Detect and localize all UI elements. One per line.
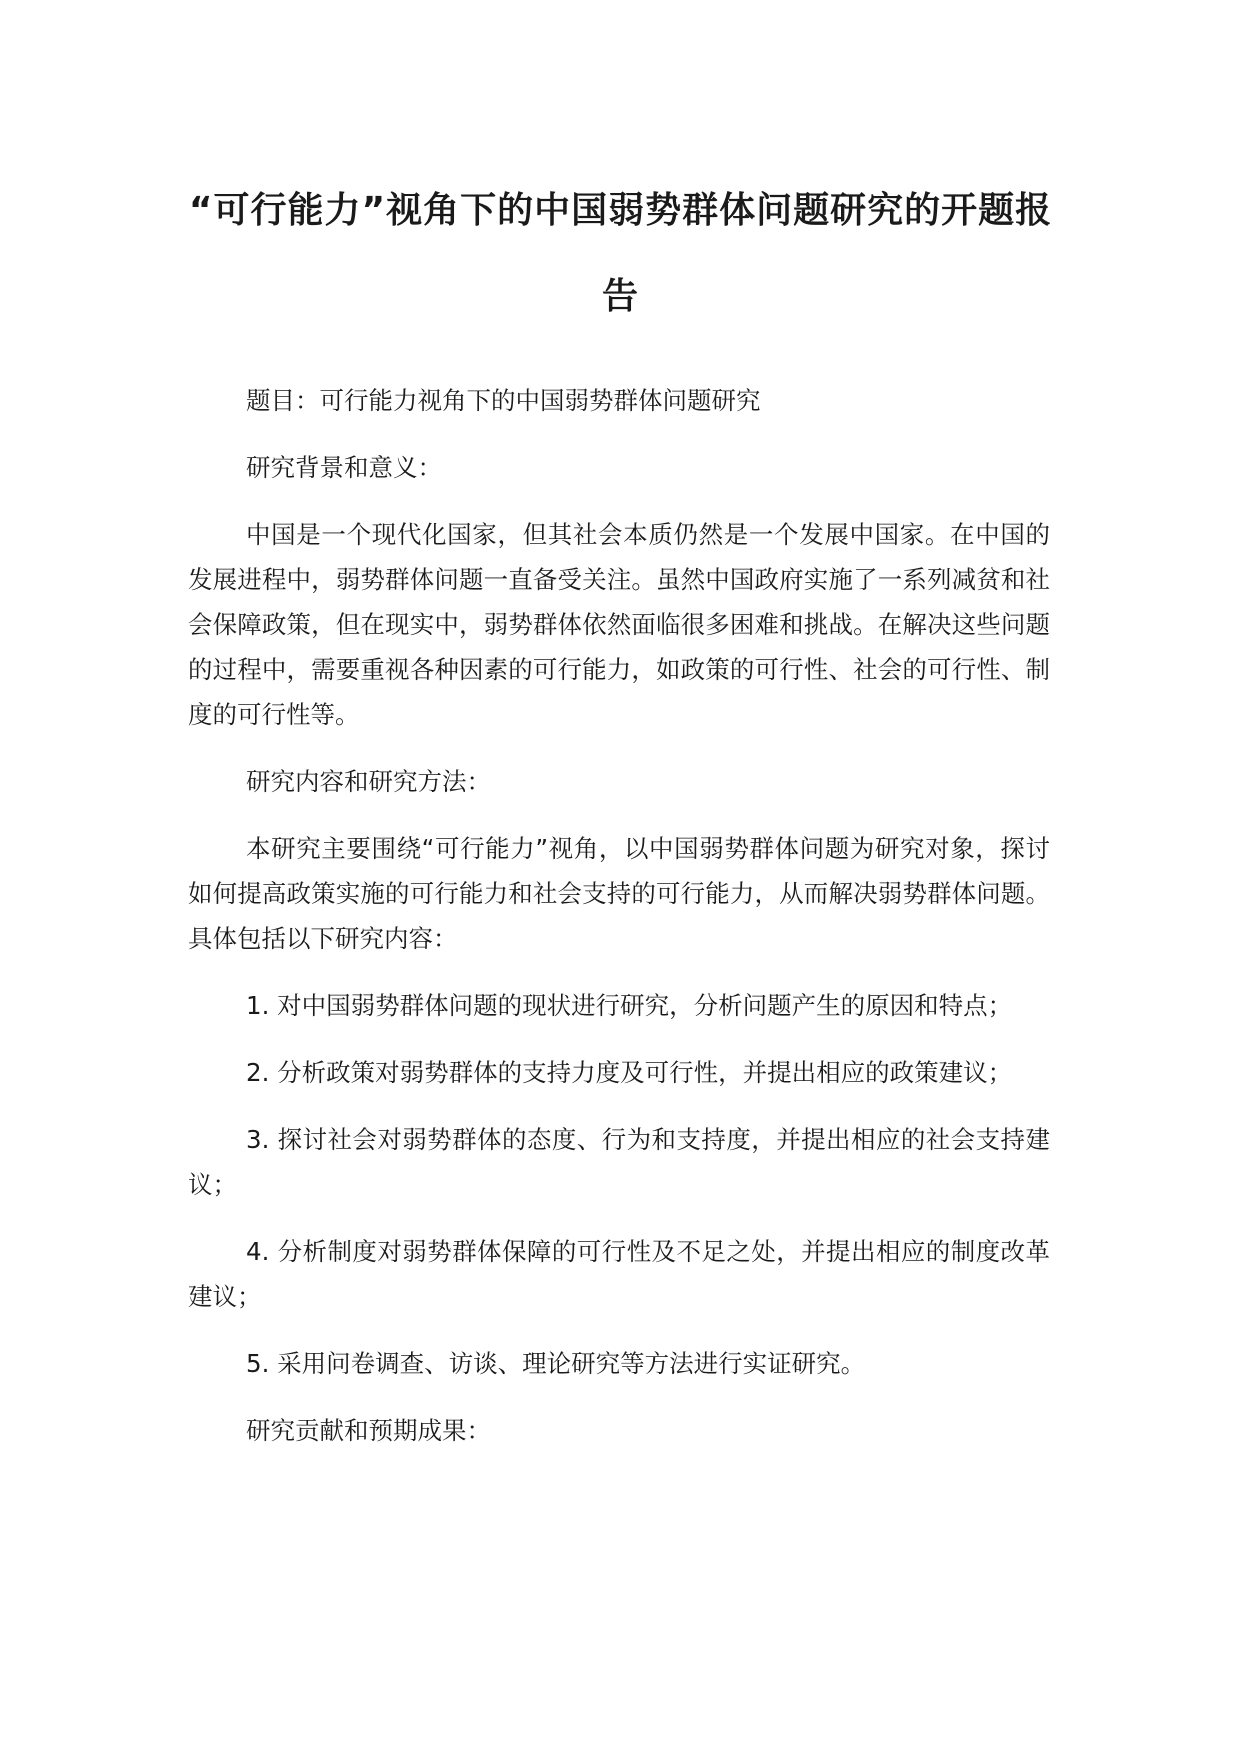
paragraph-content: 本研究主要围绕“可行能力”视角，以中国弱势群体问题为研究对象，探讨如何提高政策实施的可行能力和社会支持的可行能力，从而解决弱势群体问题。具体包括以下研究内容： [188,834,1050,953]
list-item-4: 4. 分析制度对弱势群体保障的可行性及不足之处，并提出相应的制度改革建议； [188,1237,1050,1311]
heading-contribution: 研究贡献和预期成果： [246,1416,491,1445]
heading-content-method: 研究内容和研究方法： [246,767,491,796]
document-title: “可行能力”视角下的中国弱势群体问题研究的开题报告 [188,190,1053,317]
paragraph-background: 中国是一个现代化国家，但其社会本质仍然是一个发展中国家。在中国的发展进程中，弱势群体问题一直备受关注。虽然中国政府实施了一系列减贫和社会保障政策，但在现实中，弱势群体依然面临很多困难和挑战。在解决这些问题的过程中，需要重视各种因素的可行能力，如政策的可行性、社会的可行性、制度的可行性等。 [188,520,1050,729]
heading-background: 研究背景和意义： [246,453,442,482]
list-item-2: 2. 分析政策对弱势群体的支持力度及可行性，并提出相应的政策建议； [246,1058,1013,1087]
document-body [188,378,1050,1475]
paragraph-topic: 题目：可行能力视角下的中国弱势群体问题研究 [246,386,761,415]
list-item-3: 3. 探讨社会对弱势群体的态度、行为和支持度，并提出相应的社会支持建议； [188,1125,1050,1199]
list-item-5: 5. 采用问卷调查、访谈、理论研究等方法进行实证研究。 [246,1349,866,1378]
list-item-1: 1. 对中国弱势群体问题的现状进行研究，分析问题产生的原因和特点； [246,991,1013,1020]
